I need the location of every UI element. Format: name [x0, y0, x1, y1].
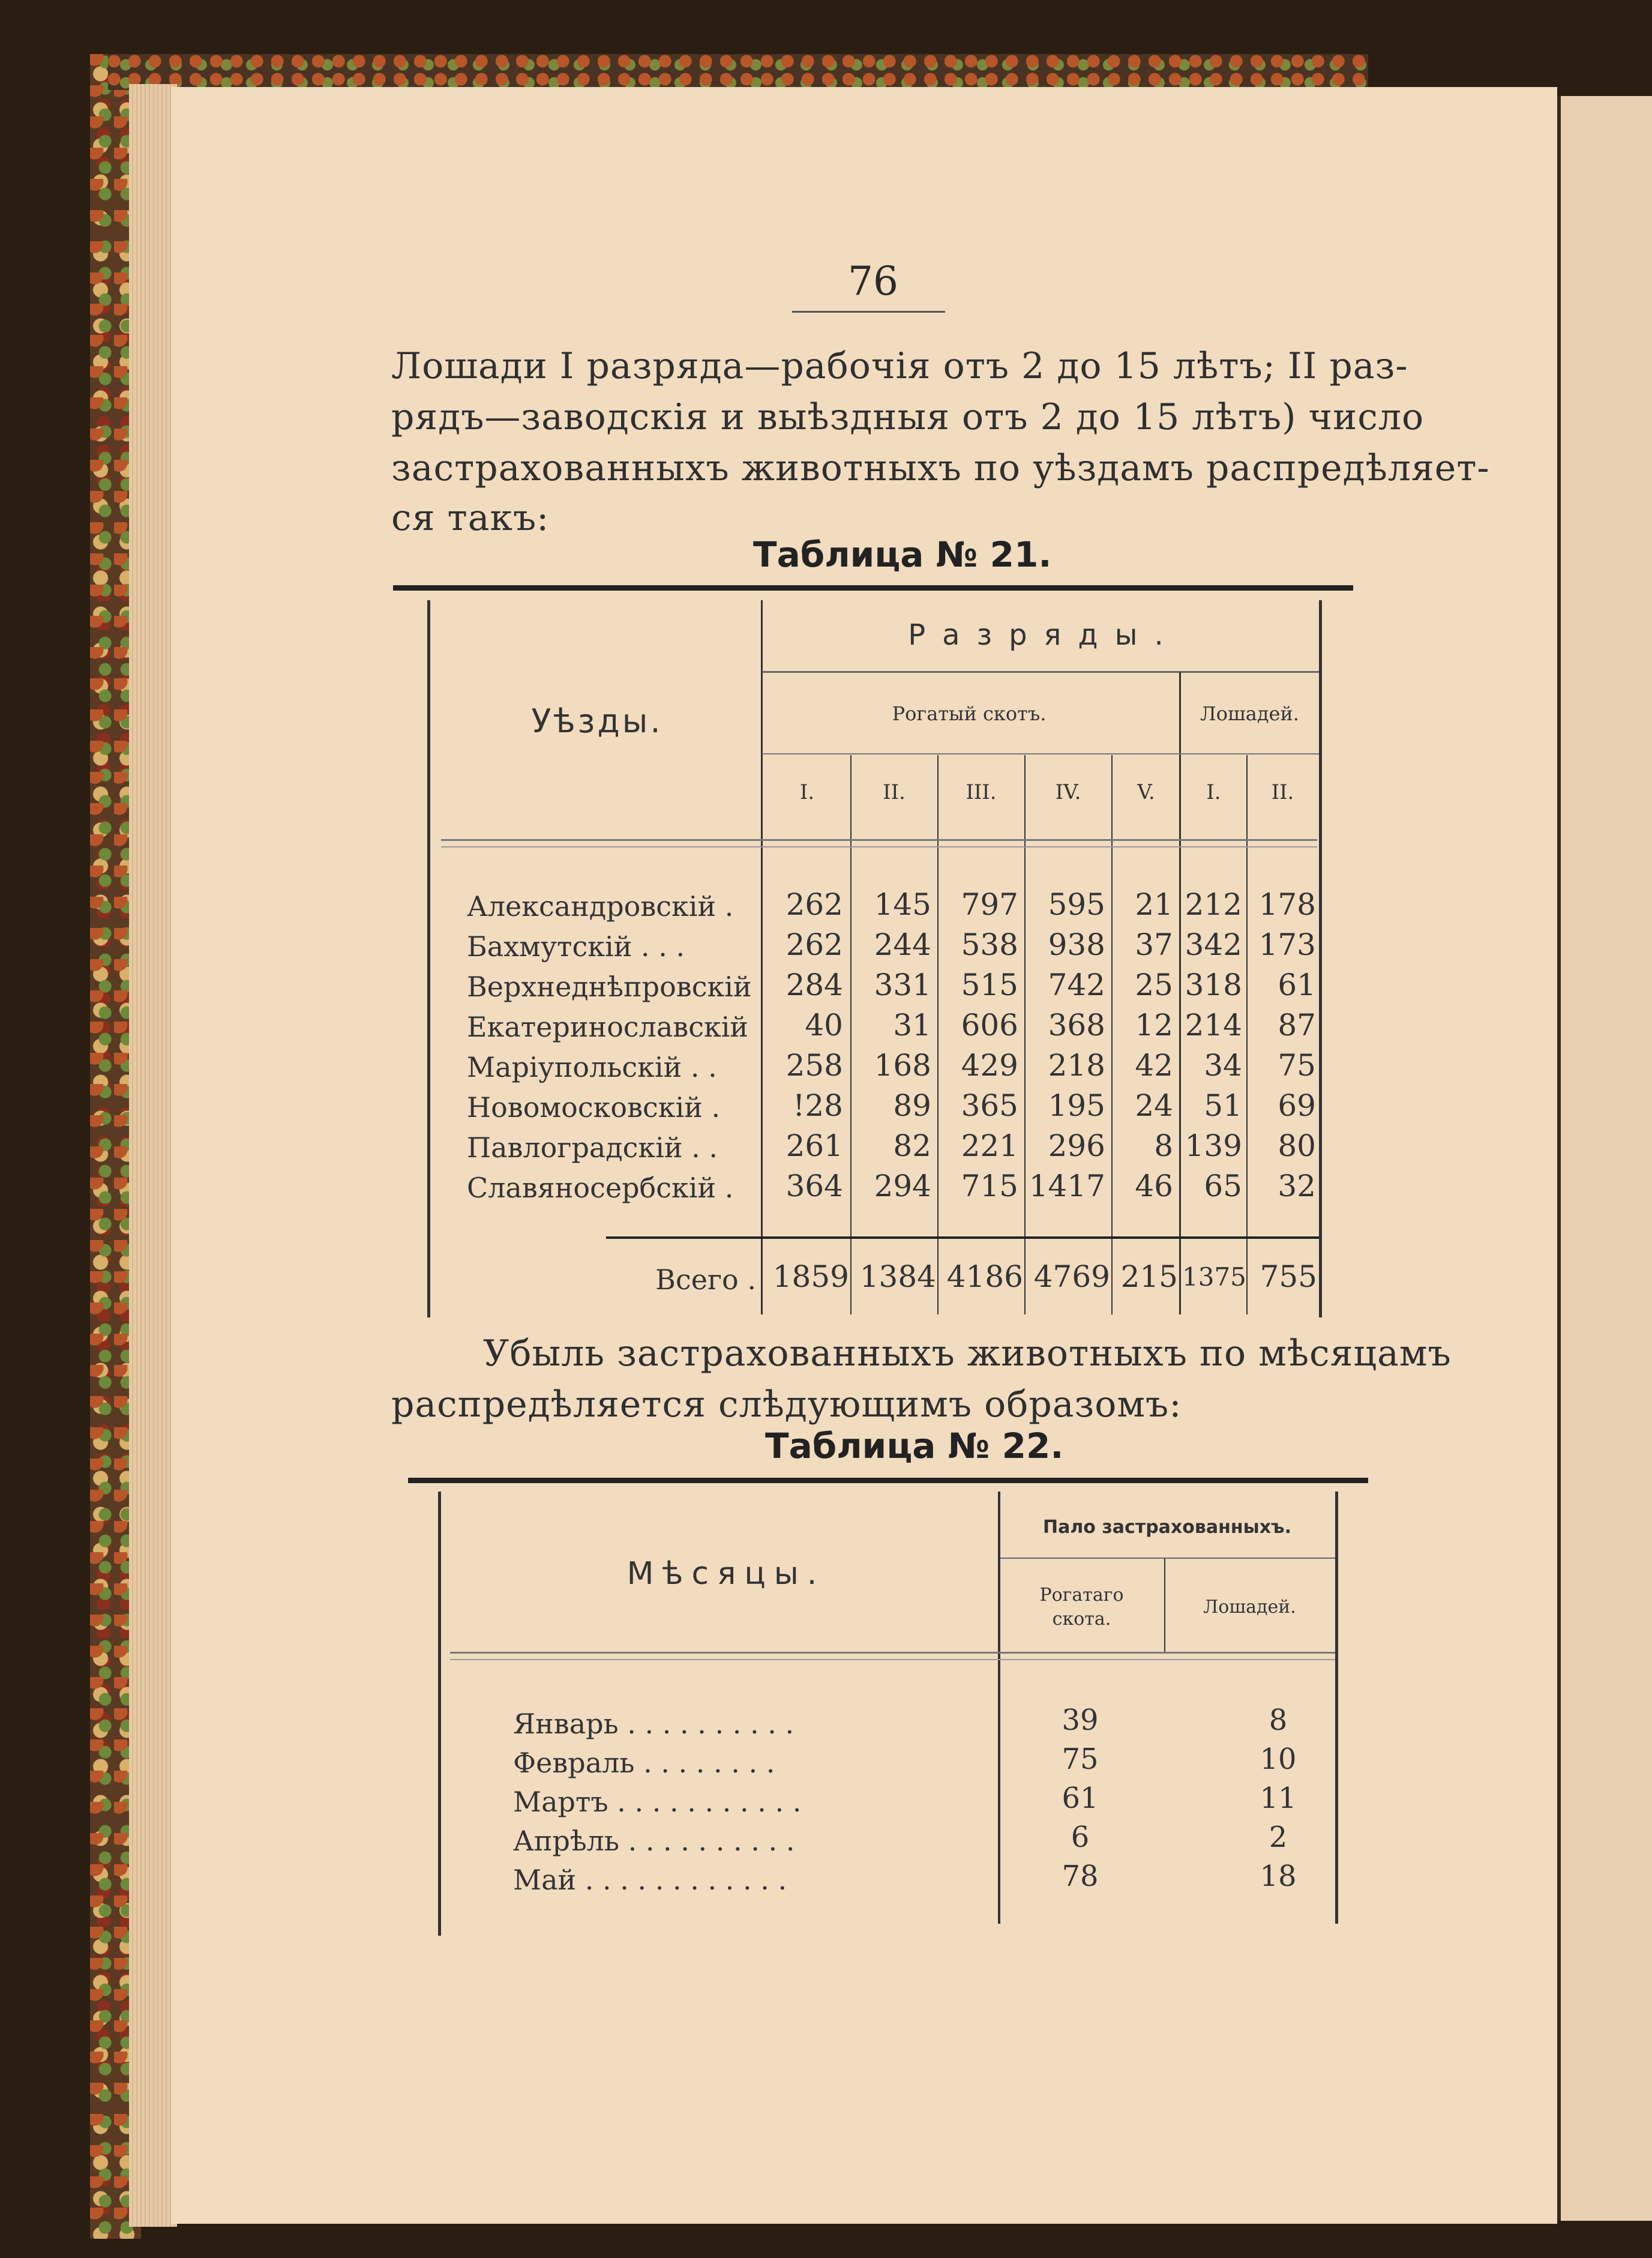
cell: 715 — [961, 1169, 1018, 1203]
cell: 261 — [785, 1128, 843, 1163]
paragraph-line: Убыль застрахованныхъ животныхъ по мѣсяцамъ — [483, 1332, 1452, 1374]
month-label: Мартъ . . . . . . . . . . . — [513, 1786, 802, 1818]
cell: 1417 — [1029, 1169, 1105, 1203]
cell: 262 — [785, 887, 843, 922]
month-label: Май . . . . . . . . . . . . — [513, 1864, 787, 1896]
cell: 12 — [1135, 1008, 1173, 1043]
row-header: Уѣзды. — [531, 702, 663, 740]
cell: 10 — [1260, 1742, 1297, 1776]
cell: 429 — [961, 1048, 1018, 1083]
cell: 221 — [961, 1128, 1018, 1163]
total-cell: 215 — [1120, 1259, 1178, 1294]
cell: 25 — [1135, 968, 1173, 1002]
cell: 51 — [1204, 1088, 1242, 1123]
column-divider — [761, 600, 763, 1314]
cell: 34 — [1204, 1048, 1242, 1083]
cell: 61 — [1278, 968, 1316, 1002]
header-bottom-rule — [441, 839, 1317, 841]
cell: 11 — [1260, 1781, 1297, 1815]
sub-header-cattle: Рогатый скотъ. — [892, 702, 1047, 725]
header-bottom-rule — [450, 1652, 1335, 1654]
column-header-horses: Лошадей. — [1203, 1597, 1296, 1618]
cell: 39 — [1062, 1703, 1099, 1737]
row-label: Новомосковскій . — [467, 1091, 721, 1124]
total-cell: 1384 — [859, 1259, 936, 1294]
column-header-cattle: скота. — [1052, 1609, 1111, 1630]
cell: 31 — [893, 1008, 931, 1043]
paragraph-line: Лошади I разряда—рабочія отъ 2 до 15 лѣтъ; II раз- — [391, 345, 1408, 387]
cell: 61 — [1062, 1781, 1099, 1815]
cell: 24 — [1135, 1088, 1173, 1123]
paragraph-line: застрахованныхъ животныхъ по уѣздамъ распредѣляет- — [391, 447, 1490, 489]
cell: 218 — [1048, 1048, 1105, 1083]
total-cell: 4769 — [1033, 1259, 1110, 1294]
table-21-title: Таблица № 21. — [753, 534, 1052, 575]
cell: 318 — [1185, 968, 1242, 1002]
cell: 284 — [785, 968, 843, 1002]
column-divider — [1179, 672, 1181, 1314]
cell: 37 — [1135, 927, 1173, 962]
header-bottom-rule — [450, 1659, 1335, 1660]
cell: 42 — [1135, 1048, 1173, 1083]
cell: 46 — [1135, 1169, 1173, 1203]
cell: 538 — [961, 927, 1018, 962]
marbled-edge-top — [108, 54, 1368, 90]
paragraph-line: ся такъ: — [391, 497, 550, 539]
cell: 214 — [1185, 1008, 1242, 1043]
total-cell: 4186 — [946, 1259, 1023, 1294]
cell: 595 — [1048, 887, 1105, 922]
table-border-right — [1319, 600, 1322, 1317]
month-label: Апрѣль . . . . . . . . . . — [513, 1825, 795, 1857]
total-rule — [606, 1236, 1319, 1239]
total-cell: 1859 — [772, 1259, 849, 1294]
group-header: Пало застрахованныхъ. — [1042, 1517, 1291, 1538]
header-bottom-rule — [441, 846, 1317, 848]
row-label: Екатеринославскій — [467, 1011, 749, 1043]
cell: 75 — [1278, 1048, 1316, 1083]
cell: 515 — [961, 968, 1018, 1002]
column-header: I. — [1206, 780, 1221, 804]
month-label: Февраль . . . . . . . . — [513, 1747, 775, 1779]
cell: 331 — [874, 968, 931, 1002]
cell: 294 — [874, 1169, 931, 1203]
group-header: Разряды. — [908, 618, 1180, 652]
cell: 145 — [874, 887, 931, 922]
table-border-left — [438, 1492, 441, 1936]
cell: 65 — [1204, 1169, 1242, 1203]
row-label: Славяносербскій . — [467, 1172, 734, 1204]
row-label: Верхнеднѣпровскій — [467, 971, 752, 1003]
row-header: Мѣсяцы. — [626, 1556, 826, 1592]
cell: 18 — [1260, 1859, 1297, 1893]
cell: 606 — [961, 1008, 1018, 1043]
paragraph-line: распредѣляется слѣдующимъ образомъ: — [391, 1383, 1182, 1426]
cell: 21 — [1135, 887, 1173, 922]
next-page-edge — [1557, 96, 1652, 2221]
column-header: IV. — [1055, 780, 1081, 804]
page-number: 76 — [848, 258, 898, 304]
page-edges — [129, 84, 177, 2227]
total-cell: 755 — [1260, 1259, 1317, 1294]
cell: 212 — [1185, 887, 1242, 922]
cell: 32 — [1278, 1169, 1316, 1203]
month-label: Январь . . . . . . . . . . — [513, 1708, 794, 1740]
header-rule — [1000, 1558, 1335, 1559]
column-header: II. — [883, 780, 906, 804]
total-cell: 1375 — [1182, 1262, 1246, 1292]
row-label: Павлоградскій . . — [467, 1131, 718, 1164]
cell: 8 — [1269, 1703, 1288, 1737]
cell: 8 — [1154, 1128, 1173, 1163]
cell: 69 — [1278, 1088, 1316, 1123]
cell: 244 — [874, 927, 931, 962]
cell: 75 — [1062, 1742, 1099, 1776]
header-rule — [762, 753, 1319, 754]
column-header-cattle: Рогатаго — [1039, 1585, 1124, 1606]
column-header: II. — [1271, 780, 1294, 804]
cell: 262 — [785, 927, 843, 962]
cell: 173 — [1258, 927, 1316, 962]
sub-header-horses: Лошадей. — [1200, 702, 1299, 725]
cell: 364 — [785, 1169, 843, 1203]
row-label: Маріупольскій . . — [467, 1051, 717, 1083]
paragraph-line: рядъ—заводскія и выѣздныя отъ 2 до 15 лѣтъ) число — [391, 396, 1425, 438]
cell: 296 — [1048, 1128, 1105, 1163]
row-label: Александровскій . — [467, 890, 734, 923]
cell: 365 — [961, 1088, 1018, 1123]
cell: 797 — [961, 887, 1018, 922]
column-divider — [1164, 1559, 1165, 1652]
cell: 2 — [1269, 1820, 1288, 1854]
cell: 6 — [1071, 1820, 1090, 1854]
cell: 82 — [893, 1128, 931, 1163]
cell: 742 — [1048, 968, 1105, 1002]
column-header: III. — [966, 780, 997, 804]
row-label: Бахмутскій . . . — [467, 930, 685, 963]
table-rule — [408, 1478, 1368, 1483]
total-label: Всего . — [655, 1263, 756, 1296]
cell: 168 — [874, 1048, 931, 1083]
cell: 258 — [785, 1048, 843, 1083]
header-rule — [762, 671, 1319, 673]
cell: 89 — [893, 1088, 931, 1123]
column-header: I. — [799, 780, 815, 804]
column-divider — [998, 1492, 1000, 1924]
cell: 938 — [1048, 927, 1105, 962]
page-number-rule — [792, 311, 945, 313]
cell: !28 — [793, 1088, 843, 1123]
cell: 368 — [1048, 1008, 1105, 1043]
column-header: V. — [1137, 780, 1155, 804]
table-22-title: Таблица № 22. — [765, 1426, 1064, 1466]
cell: 87 — [1278, 1008, 1316, 1043]
cell: 80 — [1278, 1128, 1316, 1163]
cell: 40 — [805, 1008, 843, 1043]
cell: 195 — [1048, 1088, 1105, 1123]
table-border-left — [427, 600, 430, 1317]
cell: 139 — [1185, 1128, 1242, 1163]
cell: 342 — [1185, 927, 1242, 962]
table-rule — [393, 585, 1353, 591]
cell: 78 — [1062, 1859, 1099, 1893]
cell: 178 — [1258, 887, 1316, 922]
